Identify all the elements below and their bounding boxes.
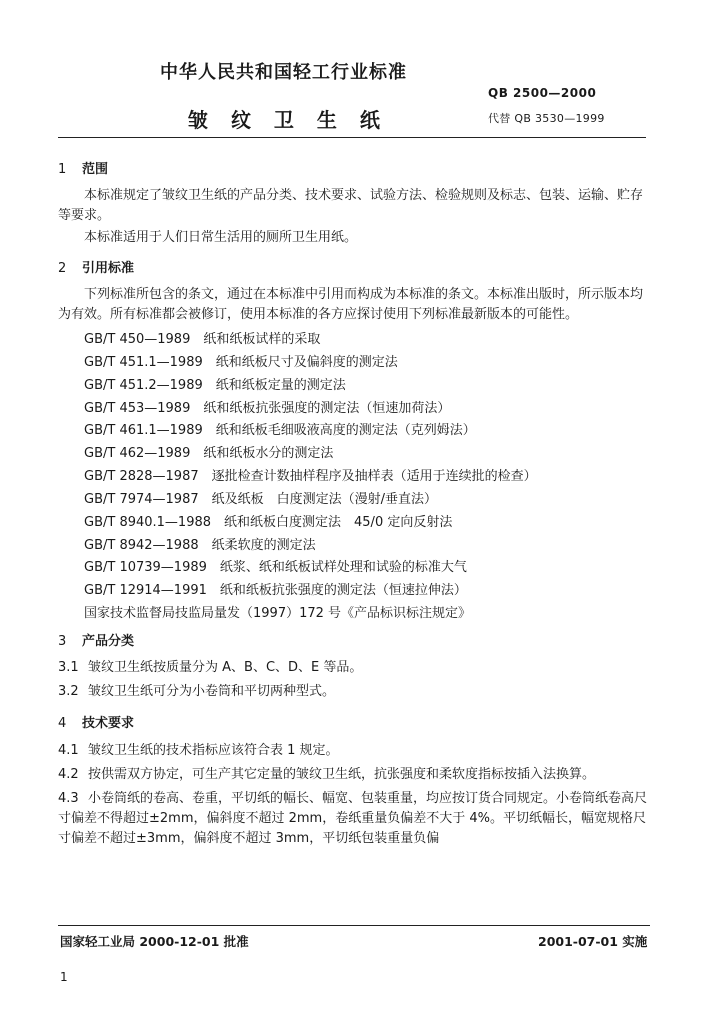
- paragraph: 本标准规定了皱纹卫生纸的产品分类、技术要求、试验方法、检验规则及标志、包装、运输、贮存等要求。: [58, 188, 644, 224]
- footer-divider: [58, 925, 650, 926]
- clause: [58, 741, 650, 761]
- reference-item: 国家技术监督局技监局量发（1997）172 号《产品标识标注规定》: [84, 606, 472, 622]
- reference-item: GB/T 10739—1989 纸浆、纸和纸板试样处理和试验的标准大气: [84, 560, 467, 576]
- clause: [58, 658, 650, 678]
- standard-number: QB 2500—2000: [488, 86, 597, 100]
- document-title: 皱 纹 卫 生 纸: [188, 108, 381, 132]
- reference-item: GB/T 2828—1987 逐批检查计数抽样程序及抽样表（适用于连续批的检查）: [84, 469, 537, 485]
- clause-number: 3.2: [58, 684, 79, 700]
- reference-item: GB/T 461.1—1989 纸和纸板毛细吸液高度的测定法（克列姆法）: [84, 423, 476, 439]
- section-4-heading: [58, 714, 650, 734]
- clause-text: 皱纹卫生纸的技术指标应该符合表 1 规定。: [88, 742, 339, 758]
- header-divider: [58, 137, 646, 138]
- section-title: 技术要求: [82, 716, 135, 732]
- clause-number: 4.3: [58, 790, 79, 806]
- clause-text: 皱纹卫生纸可分为小卷筒和平切两种型式。: [88, 684, 336, 700]
- section-number: 1: [58, 162, 67, 177]
- section-title: 产品分类: [82, 633, 135, 649]
- clause-text: 小卷筒纸的卷高、卷重，平切纸的幅长、幅宽、包装重量，均应按订货合同规定。小卷筒纸卷高尺寸偏差不得超过±2mm，偏斜度不超过 2mm，卷纸重量负偏差不大于 4%。平切纸幅长，幅宽规格尺寸偏差不超过±3mm，偏斜度不超过 3mm，平切纸包装重量负偏: [58, 790, 648, 847]
- paragraph: 本标准适用于人们日常生活用的厕所卫生用纸。: [84, 230, 358, 246]
- paragraph: 下列标准所包含的条文，通过在本标准中引用而构成为本标准的条文。本标准出版时，所示版本均为有效。所有标准都会被修订，使用本标准的各方应探讨使用下列标准最新版本的可能性。: [58, 286, 644, 322]
- reference-item: GB/T 451.1—1989 纸和纸板尺寸及偏斜度的测定法: [84, 354, 398, 370]
- clause-text: 按供需双方协定，可生产其它定量的皱纹卫生纸，抗张强度和柔软度指标按插入法换算。: [88, 766, 596, 782]
- section-number: 4: [58, 716, 67, 732]
- reference-list: [84, 331, 650, 624]
- approval-note: 国家轻工业局 2000-12-01 批准: [60, 934, 249, 949]
- reference-item: GB/T 451.2—1989 纸和纸板定量的测定法: [84, 377, 346, 393]
- clause-number: 4.1: [58, 742, 79, 758]
- reference-item: GB/T 453—1989 纸和纸板抗张强度的测定法（恒速加荷法）: [84, 400, 451, 416]
- clause: [58, 765, 650, 785]
- issuing-org-title: 中华人民共和国轻工行业标准: [160, 62, 407, 83]
- document-body: [58, 160, 650, 853]
- section-1-heading: [58, 160, 650, 180]
- section-number: 2: [58, 260, 67, 276]
- clause-number: 4.2: [58, 766, 79, 782]
- section-number: 3: [58, 633, 67, 649]
- replaces-note: 代替 QB 3530—1999: [488, 112, 605, 125]
- reference-item: GB/T 8942—1988 纸柔软度的测定法: [84, 537, 316, 553]
- section-3-heading: [58, 632, 650, 652]
- reference-item: GB/T 462—1989 纸和纸板水分的测定法: [84, 446, 334, 462]
- clause: [58, 682, 650, 702]
- reference-item: GB/T 8940.1—1988 纸和纸板白度测定法 45/0 定向反射法: [84, 514, 453, 530]
- section-title: 引用标准: [82, 260, 135, 276]
- clause-text: 皱纹卫生纸按质量分为 A、B、C、D、E 等品。: [88, 660, 363, 676]
- clause: [58, 789, 650, 849]
- implementation-date: 2001-07-01 实施: [538, 934, 648, 949]
- reference-item: GB/T 12914—1991 纸和纸板抗张强度的测定法（恒速拉伸法）: [84, 583, 467, 599]
- reference-item: GB/T 450—1989 纸和纸板试样的采取: [84, 331, 321, 347]
- section-title: 范围: [82, 162, 109, 177]
- clause-number: 3.1: [58, 660, 79, 676]
- section-2-heading: [58, 259, 650, 279]
- reference-item: GB/T 7974—1987 纸及纸板 白度测定法（漫射/垂直法）: [84, 491, 437, 507]
- page-number: 1: [60, 970, 68, 984]
